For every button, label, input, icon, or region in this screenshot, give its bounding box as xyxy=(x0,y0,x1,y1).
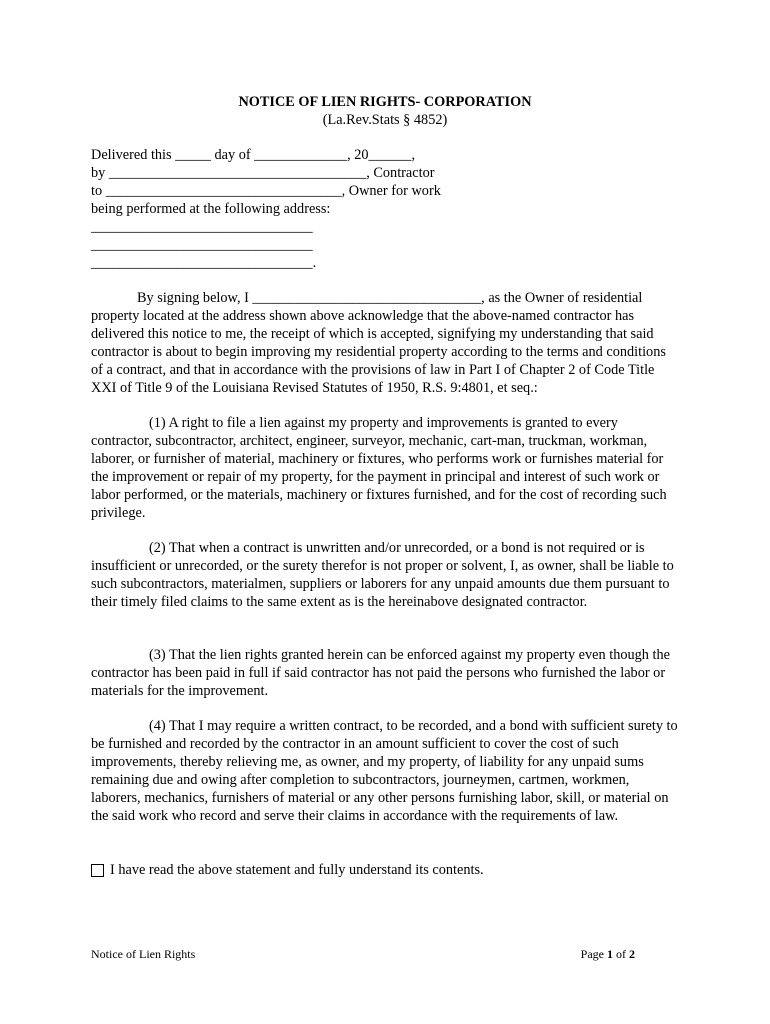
clause-4: (4) That I may require a written contract, to be recorded, and a bond with sufficient surety to be furnished and recorded by the contractor in an amount sufficient to cover the cost of such improvements, thereby relieving me, as owner, and my property, of liability for any unpaid sums remaining due and owing after completion to subcontractors, journeymen, cartmen, workmen, laborers, mechanics, furnishers of material or any other persons furnishing labor, skill, or material on the said work who record and serve their claims in accordance with the requirements of law. xyxy=(91,718,678,824)
address-line-3[interactable]: _______________________________. xyxy=(91,255,317,271)
address-prompt: being performed at the following address: xyxy=(91,201,331,217)
statute-citation: (La.Rev.Stats § 4852) xyxy=(322,112,448,128)
intro-paragraph-block xyxy=(91,290,681,397)
document-title: NOTICE OF LIEN RIGHTS- CORPORATION xyxy=(238,94,532,110)
intro-paragraph: By signing below, I ________________________________, as the Owner of residential property located at the address shown above acknowledge that the above-named contractor has delivered this notice to me, the receipt of which is accepted, signifying my understanding that said contractor is about to begin improving my residential property according to the terms and conditions of a contract, and that in accordance with the provisions of law in Part I of Chapter 2 of Code Title XXI of Title 9 of the Louisiana Revised Statutes of 1950, R.S. 9:4801, et seq.: xyxy=(91,290,666,396)
clause-1-block xyxy=(91,415,681,522)
owner-line[interactable]: to _________________________________, Owner for work xyxy=(91,183,441,199)
page-number: 1 xyxy=(607,947,613,961)
address-line-1[interactable]: _______________________________ xyxy=(91,219,313,235)
page-total: 2 xyxy=(629,947,635,961)
acknowledgement-label: I have read the above statement and fully understand its contents. xyxy=(110,862,484,878)
clause-2-block xyxy=(91,540,681,612)
clause-1: (1) A right to file a lien against my property and improvements is granted to every contractor, subcontractor, architect, engineer, surveyor, mechanic, cart-man, truckman, workman, laborer, or furnisher of material, machinery or fixtures, who performs work or furnishes material for the improvement or repair of my property, for the payment in principal and interest of such work or labor performed, or the materials, machinery or fixtures furnished, and for the cost of recording such privilege. xyxy=(91,415,667,521)
footer-title: Notice of Lien Rights xyxy=(91,947,196,961)
page-indicator xyxy=(581,946,635,964)
clause-3: (3) That the lien rights granted herein can be enforced against my property even though the contractor has been paid in full if said contractor has not paid the persons who furnished the labor or materials for the improvement. xyxy=(91,647,670,699)
delivery-date-line[interactable]: Delivered this _____ day of _____________, 20______, xyxy=(91,147,416,163)
clause-2: (2) That when a contract is unwritten and/or unrecorded, or a bond is not required or is insufficient or unrecorded, or the surety therefor is not proper or solvent, I, as owner, shall be liable to such subcontractors, materialmen, suppliers or laborers for any unpaid amounts due them pursuant to their timely filed claims to the same extent as is the hereinabove designated contractor. xyxy=(91,540,674,610)
clause-3-block xyxy=(91,647,681,701)
page-prefix: Page xyxy=(580,947,607,961)
delivery-section xyxy=(91,147,681,273)
page-of: of xyxy=(613,947,629,961)
acknowledgement-row xyxy=(91,862,484,880)
contractor-line[interactable]: by ____________________________________, Contractor xyxy=(91,165,435,181)
acknowledgement-checkbox[interactable] xyxy=(91,864,104,877)
clause-4-block xyxy=(91,718,681,825)
address-line-2[interactable]: _______________________________ xyxy=(91,237,313,253)
